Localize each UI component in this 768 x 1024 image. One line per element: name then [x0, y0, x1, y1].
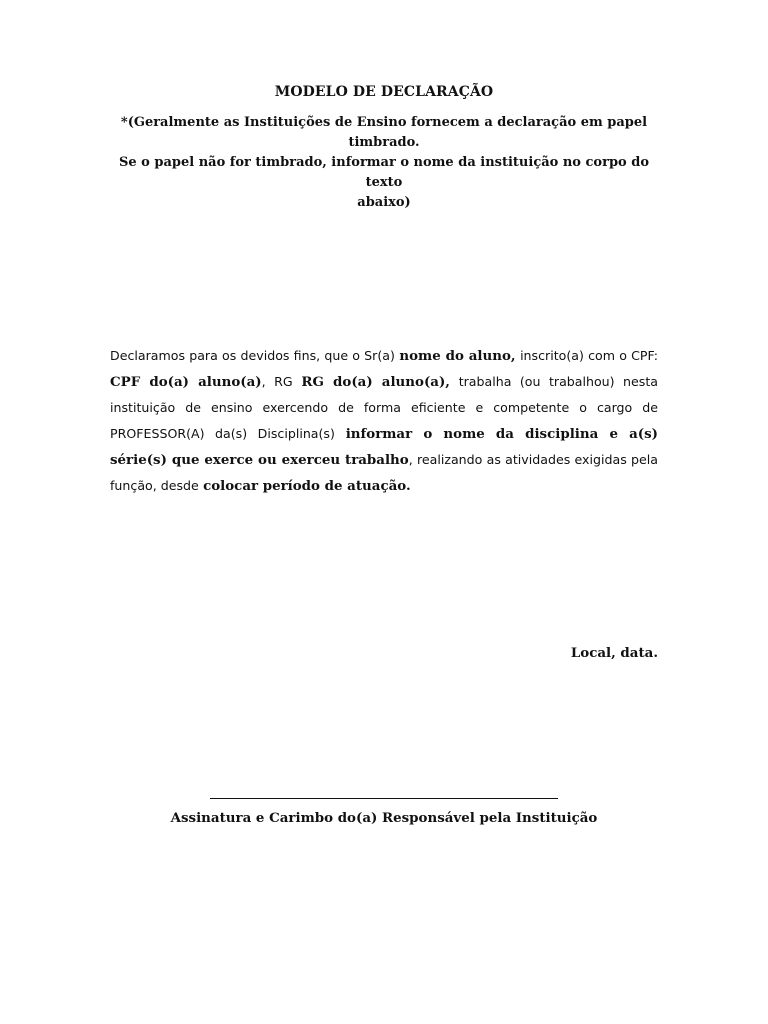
rg-placeholder: RG do(a) aluno(a),	[301, 374, 450, 390]
period-placeholder: colocar período de atuação.	[203, 478, 411, 494]
body-text-segment: trabalha (ou trabalhou) nesta instituição de ensino exercendo de forma eficiente e competente o cargo de PROFESSOR(A) da(s) Disciplina(s)	[110, 374, 658, 441]
declaration-paragraph	[110, 343, 658, 499]
student-name-placeholder: nome do aluno,	[399, 348, 516, 364]
instruction-note	[100, 113, 668, 213]
discipline-placeholder: informar o nome da disciplina e a(s) série(s) que exerce ou exerceu trabalho	[110, 426, 659, 468]
note-line-2: Se o papel não for timbrado, informar o nome da instituição no corpo do texto	[119, 155, 649, 190]
body-text-segment: , RG	[261, 374, 293, 389]
body-text-segment: inscrito(a) com o CPF:	[520, 348, 659, 363]
body-text-segment: , realizando as atividades exigidas pela função, desde	[110, 452, 658, 493]
cpf-placeholder: CPF do(a) aluno(a)	[110, 374, 262, 390]
signature-caption: Assinatura e Carimbo do(a) Responsável pela Instituição	[170, 810, 598, 826]
note-line-3: abaixo)	[357, 195, 411, 210]
document-title: MODELO DE DECLARAÇÃO	[274, 84, 494, 100]
place-date: Local, data.	[570, 645, 658, 661]
signature-line	[210, 798, 558, 799]
body-text-segment: Declaramos para os devidos fins, que o Sr(a)	[110, 348, 395, 363]
note-line-1: *(Geralmente as Instituições de Ensino fornecem a declaração em papel timbrado.	[120, 115, 648, 150]
